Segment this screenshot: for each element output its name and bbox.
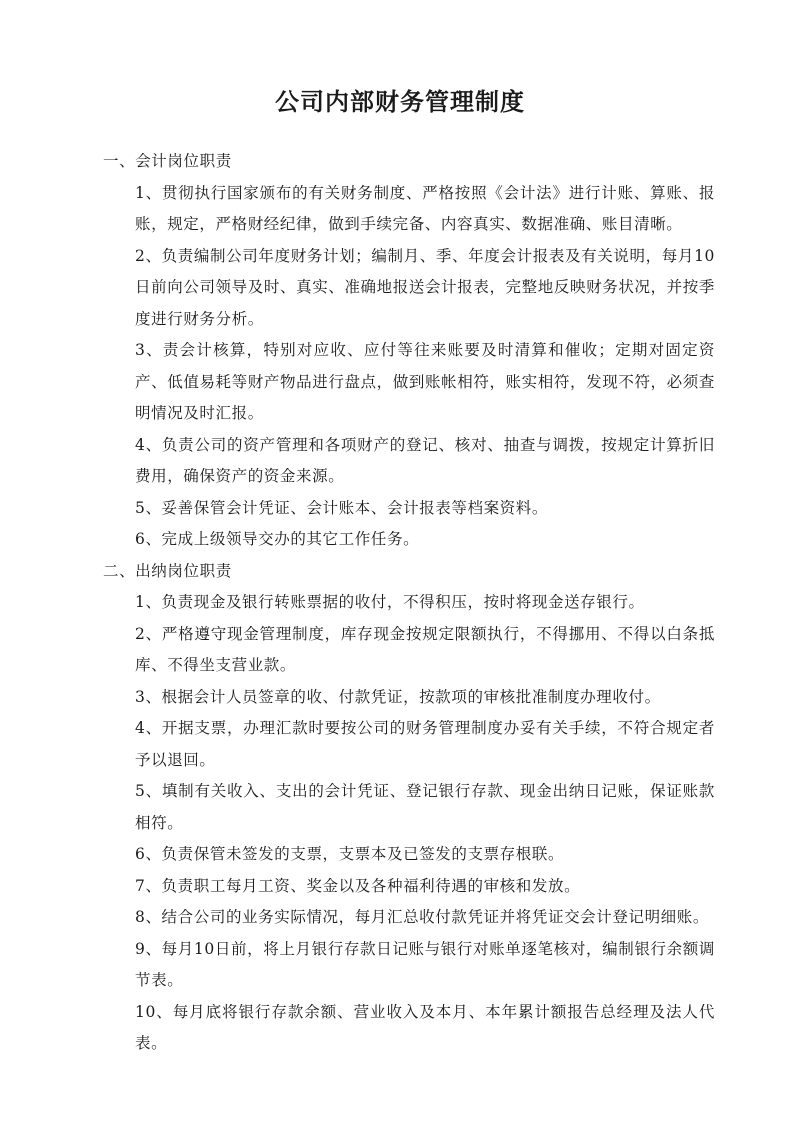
paragraph: 5、妥善保管会计凭证、会计账本、会计报表等档案资料。 (135, 498, 548, 517)
paragraph: 1、负责现金及银行转账票据的收付，不得积压，按时将现金送存银行。 (135, 593, 645, 611)
document-title: 公司内部财务管理制度 (275, 87, 525, 116)
paragraph: 6、完成上级领导交办的其它工作任务。 (135, 530, 420, 548)
paragraph: 7、负责职工每月工资、奖金以及各种福利待遇的审核和发放。 (135, 876, 581, 895)
paragraph: 8、结合公司的业务实际情况，每月汇总收付款凭证并将凭证交会计登记明细账。 (135, 908, 709, 926)
paragraph: 9、每月10日前，将上月银行存款日记账与银行对账单逐笔核对，编制银行余额调节表。 (135, 939, 715, 989)
paragraph: 5、填制有关收入、支出的会计凭证、登记银行存款、现金出纳日记账，保证账款相符。 (135, 782, 715, 832)
paragraph: 6、负责保管未签发的支票，支票本及已签发的支票存根联。 (135, 845, 565, 863)
paragraph: 3、根据会计人员签章的收、付款凭证，按款项的审核批准制度办理收付。 (135, 687, 661, 706)
paragraph: 3、责会计核算，特别对应收、应付等往来账要及时清算和催收；定期对固定资产、低值易耗等财产物品进行盘点，做到账帐相符，账实相符，发现不符，必须查明情况及时汇报。 (135, 341, 715, 422)
paragraph: 2、负责编制公司年度财务计划；编制月、季、年度会计报表及有关说明，每月10日前向公司领导及时、真实、准确地报送会计报表，完整地反映财务状况，并按季度进行财务分析。 (135, 246, 715, 328)
section-heading-cashier: 二、出纳岗位职责 (103, 561, 232, 580)
paragraph: 4、负责公司的资产管理和各项财产的登记、核对、抽查与调拨，按规定计算折旧费用，确保资产的资金来源。 (135, 435, 715, 485)
paragraph: 4、开据支票，办理汇款时要按公司的财务管理制度办妥有关手续，不符合规定者予以退回。 (135, 719, 715, 769)
paragraph: 2、严格遵守现金管理制度，库存现金按规定限额执行，不得挪用、不得以白条抵库、不得坐支营业款。 (135, 624, 715, 674)
section-heading-accounting: 一、会计岗位职责 (103, 152, 232, 170)
paragraph: 10、每月底将银行存款余额、营业收入及本月、本年累计额报告总经理及法人代表。 (135, 1002, 715, 1052)
document-body (103, 146, 715, 1060)
paragraph: 1、贯彻执行国家颁布的有关财务制度、严格按照《会计法》进行计账、算账、报账，规定，严格财经纪律，做到手续完备、内容真实、数据准确、账目清晰。 (135, 183, 715, 233)
